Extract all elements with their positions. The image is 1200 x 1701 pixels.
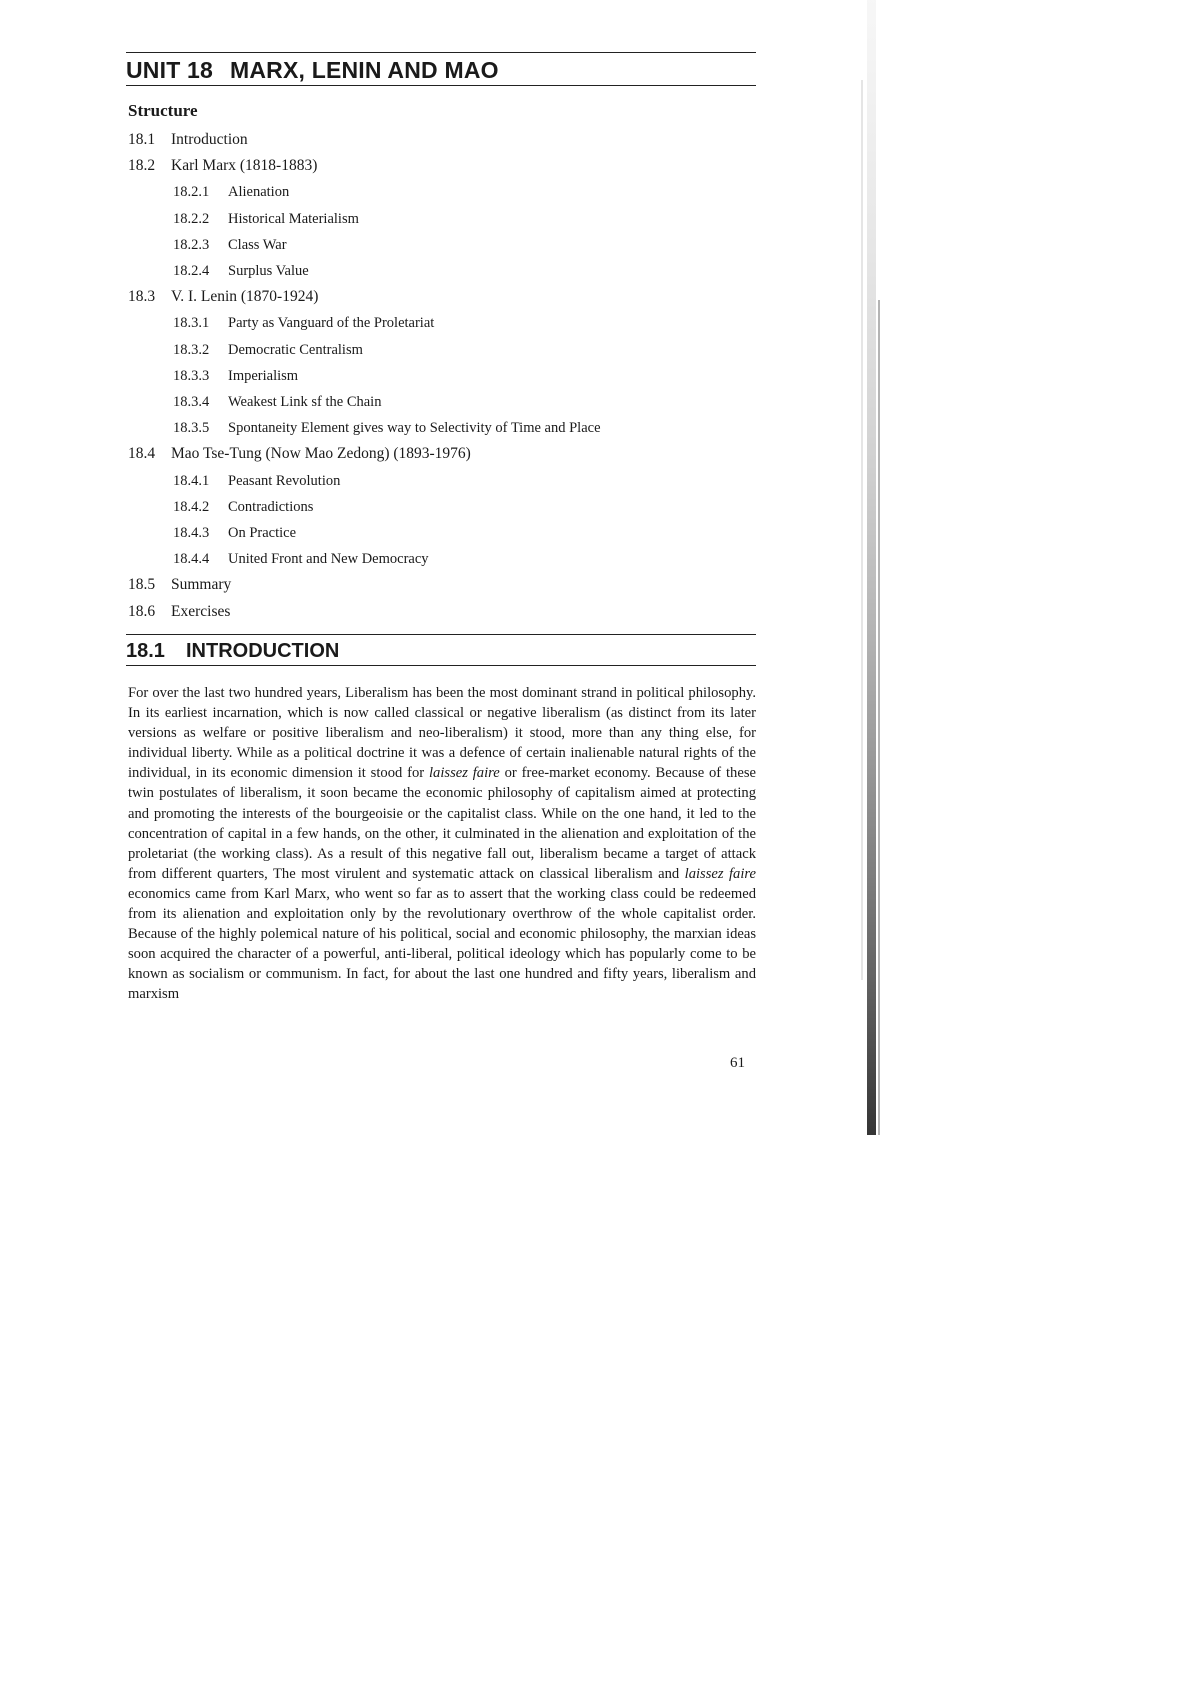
toc-item-number: 18.4.1	[173, 472, 210, 489]
toc-item-label: Introduction	[171, 131, 248, 148]
toc-subitem	[128, 337, 748, 363]
toc-item	[128, 572, 748, 598]
toc-item-number: 18.3.1	[173, 315, 210, 332]
introduction-paragraph	[128, 683, 756, 1005]
unit-number: UNIT 18	[126, 57, 214, 83]
toc-item-number: 18.2.2	[173, 210, 210, 227]
toc-item-label: Karl Marx (1818-1883)	[171, 157, 318, 175]
toc-item-number: 18.4	[128, 445, 156, 463]
toc-item-number: 18.2.4	[173, 263, 210, 280]
italic-term: laissez faire	[428, 765, 500, 782]
toc-item-label: Surplus Value	[228, 263, 309, 280]
section-header	[126, 634, 756, 666]
toc-item-number: 18.4.3	[173, 525, 210, 542]
toc-subitem	[128, 546, 748, 572]
toc-item-number: 18.6	[128, 602, 156, 620]
section-rule-top	[126, 634, 756, 635]
toc-item	[128, 599, 748, 625]
toc-item	[128, 153, 748, 179]
toc-item-number: 18.2.1	[173, 184, 210, 201]
toc-subitem	[128, 389, 748, 415]
toc-subitem	[128, 363, 748, 389]
toc-item	[128, 127, 748, 153]
paragraph-text: For over the last two hundred years, Liberalism has been the most dominant strand in political philosophy. In its earliest incarnation, which is now called classical or negative liberalism (as distinct from its later versions as welfare or positive liberalism and neo-liberalism) it stood, more than any thing else, for individual liberty. While as a political doctrine it was a defence of certain inalienable natural rights of the individual, in its economic dimension it stood for	[128, 685, 756, 782]
toc-item-number: 18.5	[128, 576, 156, 594]
unit-title	[126, 57, 756, 83]
toc-subitem	[128, 494, 748, 520]
toc-item-number: 18.2.3	[173, 236, 210, 253]
paragraph-text: economics came from Karl Marx, who went so far as to assert that the working class could be redeemed from its alienation and exploitation only by the revolutionary overthrow of the whole capitalist order. Because of the highly polemical nature of his political, social and economic philosophy, the marxian ideas soon acquired the character of a powerful, anti-liberal, political ideology which has popularly come to be known as socialism or communism. In fact, for about the last one hundred and fifty years, liberalism and marxism	[128, 885, 756, 1003]
toc-item-label: Spontaneity Element gives way to Selectivity of Time and Place	[228, 420, 601, 437]
toc-subitem	[128, 232, 748, 258]
italic-term: laissez faire	[684, 865, 757, 882]
section-title	[126, 639, 756, 663]
toc-item-label: Mao Tse-Tung (Now Mao Zedong) (1893-1976)	[171, 445, 471, 463]
toc-item-label: Weakest Link sf the Chain	[228, 394, 382, 411]
toc-item-number: 18.3.4	[173, 394, 210, 411]
toc-item-label: V. I. Lenin (1870-1924)	[171, 288, 319, 306]
toc-item-number: 18.3.2	[173, 341, 210, 358]
toc-item-label: Summary	[171, 576, 232, 594]
toc-item-number: 18.4.4	[173, 551, 210, 568]
toc-item-label: Exercises	[171, 602, 231, 620]
page-number: 61	[730, 1055, 745, 1071]
toc-item-label: Historical Materialism	[228, 210, 359, 227]
unit-name: MARX, LENIN AND MAO	[230, 57, 499, 83]
section-number: 18.1	[126, 640, 165, 662]
toc-item-number: 18.3	[128, 288, 156, 306]
toc-item-label: Class War	[228, 236, 287, 253]
toc-subitem	[128, 520, 748, 546]
toc-item-label: On Practice	[228, 525, 297, 542]
toc-item	[128, 284, 748, 310]
toc-item-number: 18.2	[128, 157, 156, 175]
structure-heading: Structure	[128, 101, 198, 120]
toc-item-number: 18.1	[128, 131, 156, 148]
unit-header	[126, 52, 756, 86]
toc-item-label: Alienation	[228, 184, 290, 201]
toc-item-number: 18.4.2	[173, 498, 210, 515]
structure-toc	[128, 100, 748, 625]
toc-subitem	[128, 310, 748, 336]
toc-item-label: Imperialism	[228, 367, 299, 384]
toc-item-label: United Front and New Democracy	[228, 551, 429, 568]
header-rule-bottom	[126, 85, 756, 86]
toc-subitem	[128, 258, 748, 284]
toc-item-number: 18.3.3	[173, 367, 210, 384]
toc-item-label: Peasant Revolution	[228, 472, 341, 489]
toc-subitem	[128, 206, 748, 232]
toc-subitem	[128, 415, 748, 441]
toc-subitem	[128, 468, 748, 494]
paragraph-text: or free-market economy. Because of these twin postulates of liberalism, it soon became the economic philosophy of capitalism aimed at protecting and promoting the interests of the bourgeoisie or the capitalist class. While on the one hand, it led to the concentration of capital in a few hands, on the other, it culminated in the alienation and exploitation of the proletariat (the working class). As a result of this negative fall out, liberalism became a target of attack from different quarters, The most virulent and systematic attack on classical liberalism and	[128, 765, 756, 882]
toc-item-number: 18.3.5	[173, 420, 210, 437]
header-rule-top	[126, 52, 756, 53]
section-name: INTRODUCTION	[186, 640, 340, 662]
section-rule-bottom	[126, 665, 756, 666]
toc-item-label: Party as Vanguard of the Proletariat	[228, 315, 435, 332]
toc-item	[128, 441, 748, 467]
scan-edge-artifact	[857, 0, 883, 1135]
toc-item-label: Democratic Centralism	[228, 341, 363, 358]
toc-item-label: Contradictions	[228, 498, 314, 515]
toc-subitem	[128, 179, 748, 205]
